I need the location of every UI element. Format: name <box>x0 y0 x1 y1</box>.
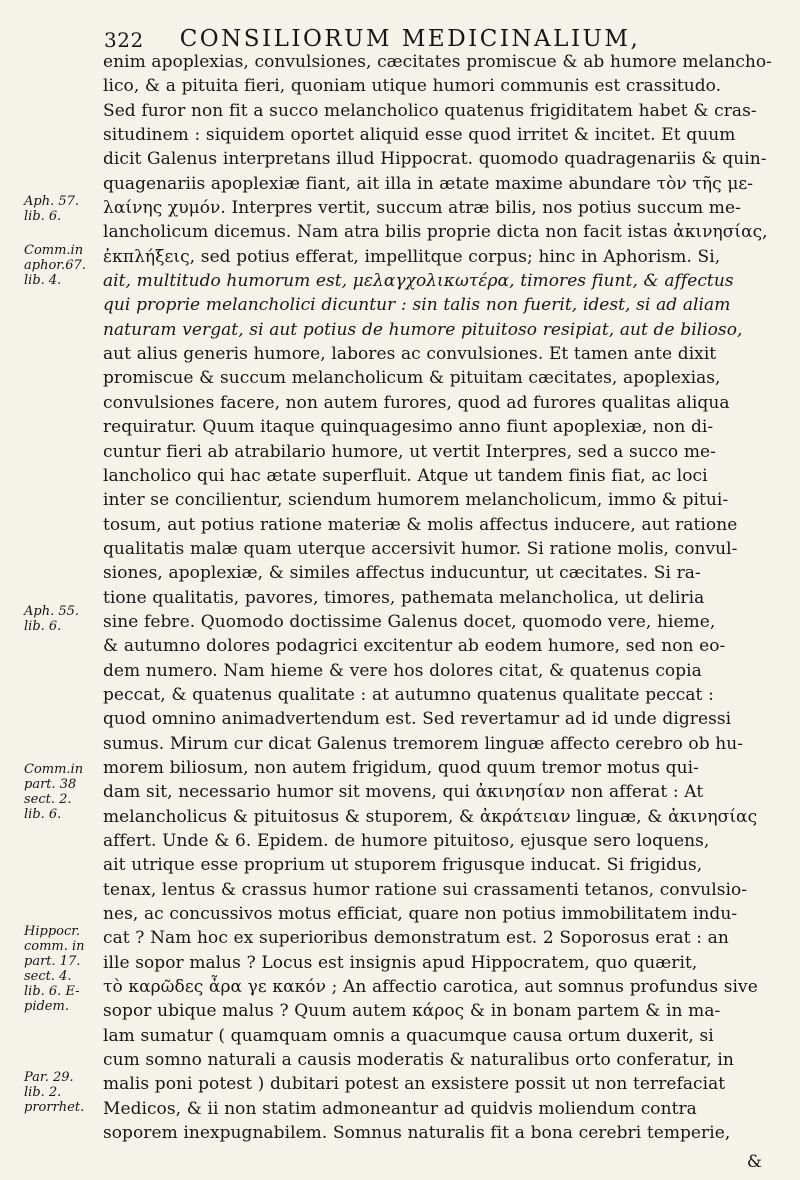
page-header <box>104 20 754 52</box>
text-line: siones, apoplexiæ, & similes affectus inducuntur, ut cæcitates. Si ra- <box>103 563 701 584</box>
text-line: melancholicus & pituitosus & stuporem, & ἀκράτειαν linguæ, & ἀκινησίας <box>103 806 758 827</box>
margin-note-line: Aph. 57. <box>24 194 80 209</box>
text-line: lico, & a pituita fieri, quoniam utique humori communis est crassitudo. <box>103 76 722 97</box>
catchword: & <box>746 1152 762 1172</box>
margin-note-line: part. 38 <box>24 777 77 792</box>
margin-note <box>24 762 83 822</box>
text-line: cuntur fieri ab atrabilario humore, ut vertit Interpres, sed a succo me- <box>103 441 716 462</box>
margin-note-line: lib. 6. <box>24 619 62 634</box>
margin-note <box>24 194 79 224</box>
text-line: & autumno dolores podagrici excitentur ab eodem humore, sed non eo- <box>103 636 726 657</box>
margin-note-line: lib. 2. <box>24 1085 62 1100</box>
text-line: ἐκπλήξεις, sed potius efferat, impellitque corpus; hinc in Aphorism. Si, <box>103 246 721 267</box>
margin-note <box>24 1070 84 1115</box>
text-line: cum somno naturali a causis moderatis & naturalibus orto conferatur, in <box>103 1050 734 1071</box>
margin-note-line: lib. 4. <box>24 273 62 288</box>
text-line: tosum, aut potius ratione materiæ & molis affectus inducere, aut ratione <box>103 514 738 535</box>
margin-note-line: sect. 2. <box>24 792 72 807</box>
text-line: λαίνης χυμόν. Interpres vertit, succum atræ bilis, nos potius succum me- <box>103 198 741 219</box>
text-line: qualitatis malæ quam uterque accersivit humor. Si ratione molis, convul- <box>103 538 738 559</box>
margin-note-line: Aph. 55. <box>24 604 80 619</box>
margin-note-line: comm. in <box>24 939 85 954</box>
text-line: qui proprie melancholici dicuntur : sin talis non fuerit, idest, si ad aliam <box>103 295 731 316</box>
text-line: requiratur. Quum itaque quinquagesimo anno fiunt apoplexiæ, non di- <box>103 417 714 438</box>
text-line: morem biliosum, non autem frigidum, quod quum tremor motus qui- <box>103 757 699 778</box>
text-line: lancholicum dicemus. Nam atra bilis proprie dicta non facit istas ἀκινησίας, <box>103 222 768 243</box>
margin-note-line: lib. 6. E- <box>24 984 80 999</box>
margin-note-line: aphor.67. <box>24 258 86 273</box>
margin-note-line: pidem. <box>24 999 69 1014</box>
text-line: τὸ καρῶδες ἆρα γε κακόν ; An affectio carotica, aut somnus profundus sive <box>103 977 758 998</box>
margin-note <box>24 924 85 1014</box>
text-line: dem numero. Nam hieme & vere hos dolores citat, & quatenus copia <box>103 660 702 681</box>
text-line: nes, ac concussivos motus efficiat, quare non potius immobilitatem indu- <box>103 904 738 925</box>
margin-notes <box>0 0 102 1180</box>
text-line: Medicos, & ii non statim admoneantur ad quidvis moliendum contra <box>103 1098 697 1119</box>
text-line: promiscue & succum melancholicum & pituitam cæcitates, apoplexias, <box>103 368 721 389</box>
text-line: dicit Galenus interpretans illud Hippocrat. quomodo quadragenariis & quin- <box>103 149 767 170</box>
text-line: quagenariis apoplexiæ fiant, ait illa in ætate maxime abundare τὸν τῆς με- <box>103 173 754 194</box>
text-line: sine febre. Quomodo doctissime Galenus docet, quomodo vere, hieme, <box>103 611 716 632</box>
text-line: affert. Unde & 6. Epidem. de humore pituitoso, ejusque sero loquens, <box>103 831 710 851</box>
text-line: dam sit, necessario humor sit movens, qui ἀκινησίαν non afferat : At <box>103 782 704 803</box>
margin-note-line: sect. 4. <box>24 969 72 984</box>
body-text <box>103 50 772 1145</box>
text-line: soporem inexpugnabilem. Somnus naturalis fit a bona cerebri temperie, <box>103 1123 731 1144</box>
text-line: tione qualitatis, pavores, timores, pathemata melancholica, ut deliria <box>103 587 705 608</box>
page-number: 322 <box>104 28 144 52</box>
text-line: aut alius generis humore, labores ac convulsiones. Et tamen ante dixit <box>103 344 717 365</box>
margin-note-line: prorrhet. <box>24 1100 85 1115</box>
margin-note <box>24 604 79 634</box>
running-title: CONSILIORUM MEDICINALIUM, <box>179 26 641 52</box>
text-line: lam sumatur ( quamquam omnis a quacumque causa ortum duxerit, si <box>103 1025 714 1046</box>
margin-note-line: part. 17. <box>24 954 81 969</box>
text-line: tenax, lentus & crassus humor ratione sui crassamenti tetanos, convulsio- <box>103 879 748 900</box>
text-line: sopor ubique malus ? Quum autem κάρος & in bonam partem & in ma- <box>103 1001 721 1022</box>
text-line: lancholico qui hac ætate superfluit. Atque ut tandem finis fiat, ac loci <box>103 465 708 486</box>
text-line: naturam vergat, si aut potius de humore pituitoso resipiat, aut de bilioso, <box>103 319 743 340</box>
margin-note-line: Comm.in <box>24 762 84 777</box>
margin-note-line: Comm.in <box>24 243 84 258</box>
text-line: ait, multitudo humorum est, μελαγχολικωτέρα, timores fiunt, & affectus <box>103 271 734 292</box>
text-line: cat ? Nam hoc ex superioribus demonstratum est. 2 Soporosus erat : an <box>103 928 729 949</box>
text-line: enim apoplexias, convulsiones, cæcitates promiscue & ab humore melancho- <box>103 52 772 72</box>
text-line: sumus. Mirum cur dicat Galenus tremorem linguæ affecto cerebro ob hu- <box>103 733 744 754</box>
text-line: peccat, & quatenus qualitate : at autumno quatenus qualitate peccat : <box>103 684 714 705</box>
margin-note-line: Par. 29. <box>24 1070 74 1085</box>
margin-note-line: lib. 6. <box>24 807 62 822</box>
text-line: ait utrique esse proprium ut stuporem frigusque inducat. Si frigidus, <box>103 855 703 876</box>
text-line: ille sopor malus ? Locus est insignis apud Hippocratem, quo quærit, <box>103 952 698 973</box>
text-line: situdinem : siquidem oportet aliquid esse quod irritet & incitet. Et quum <box>103 125 736 146</box>
text-line: convulsiones facere, non autem furores, quod ad furores qualitas aliqua <box>103 392 730 413</box>
text-line: Sed furor non fit a succo melancholico quatenus frigiditatem habet & cras- <box>103 100 757 121</box>
margin-note-line: Hippocr. <box>24 924 81 939</box>
margin-note <box>24 243 86 288</box>
text-line: inter se concilientur, sciendum humorem melancholicum, immo & pitui- <box>103 490 729 511</box>
text-line: malis poni potest ) dubitari potest an exsistere possit ut non terrefaciat <box>103 1074 726 1095</box>
text-line: quod omnino animadvertendum est. Sed revertamur ad id unde digressi <box>103 709 732 730</box>
margin-note-line: lib. 6. <box>24 209 62 224</box>
